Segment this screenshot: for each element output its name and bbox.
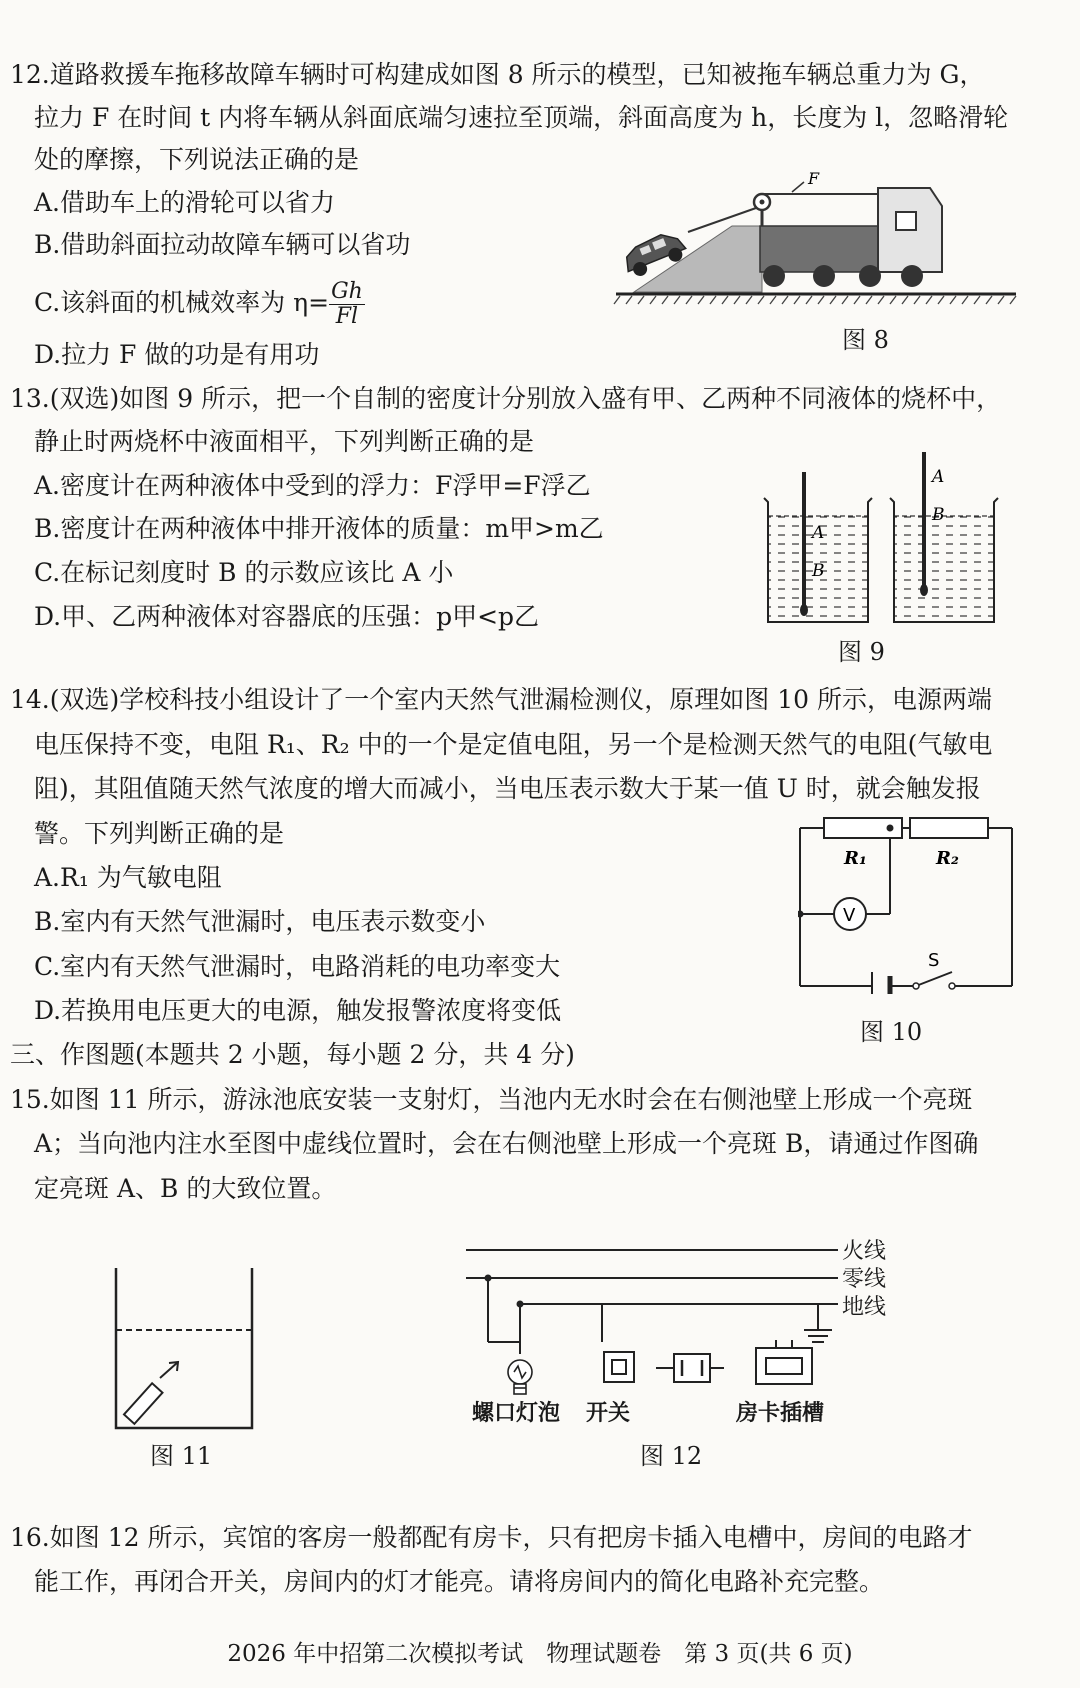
card-slot-label: 房卡插槽 [736,1401,825,1426]
figure-10-caption: 图 10 [860,1018,923,1046]
ground-wire-label: 地线 [842,1295,887,1320]
efficiency-fraction [329,280,365,329]
q15-line-1: 15.如图 11 所示，游泳池底安装一支射灯，当池内无水时会在右侧池壁上形成一个亮斑 [10,1085,973,1114]
spotlight [124,1383,163,1424]
q12-line-3: 处的摩擦，下列说法正确的是 [34,145,360,174]
figure-9-caption: 图 9 [838,638,885,666]
fraction-denominator: Fl [335,304,359,329]
q14-line-4: 警。下列判断正确的是 [34,819,285,848]
resistor-r2 [910,818,988,838]
hydrometer-1-label-a: A [812,523,825,543]
q13-option-c: C.在标记刻度时 B 的示数应该比 A 小 [34,558,454,587]
figure-8-caption: 图 8 [842,326,889,354]
switch-s-label: S [928,950,940,971]
live-wire-label: 火线 [842,1239,887,1264]
figure-11-pool [108,1266,258,1436]
q12-option-c-prefix: C.该斜面的机械效率为 η= [34,288,330,317]
q12-line-1: 12.道路救援车拖移故障车辆时可构建成如图 8 所示的模型，已知被拖车辆总重力为 G， [10,60,985,89]
q14-line-1: 14.(双选)学校科技小组设计了一个室内天然气泄漏检测仪，原理如图 10 所示，电源两端 [10,685,992,714]
voltmeter-label: V [843,905,856,926]
q12-option-c [34,280,365,329]
q13-option-d: D.甲、乙两种液体对容器底的压强：p甲<p乙 [34,602,540,631]
q14-option-a: A.R₁ 为气敏电阻 [34,863,222,892]
neutral-wire-label: 零线 [842,1267,887,1292]
bulb-label: 螺口灯泡 [472,1401,561,1426]
q13-option-a: A.密度计在两种液体中受到的浮力：F浮甲=F浮乙 [34,471,591,500]
hydrometer-2-label-b: B [932,505,945,525]
q12-line-2: 拉力 F 在时间 t 内将车辆从斜面底端匀速拉至顶端，斜面高度为 h，长度为 l，忽略滑轮 [34,103,1009,132]
q14-option-c: C.室内有天然气泄漏时，电路消耗的电功率变大 [34,952,561,981]
fraction-numerator: Gh [331,279,363,304]
card-slot-socket [674,1354,710,1382]
q13-line-2: 静止时两烧杯中液面相平，下列判断正确的是 [34,427,535,456]
figure-10-circuit [798,814,1018,994]
figure-12-caption: 图 12 [640,1442,703,1470]
q12-option-b: B.借助斜面拉动故障车辆可以省功 [34,230,411,259]
truck-bed [760,226,878,272]
q15-line-2: A；当向池内注水至图中虚线位置时，会在右侧池壁上形成一个亮斑 B，请通过作图确 [34,1129,979,1158]
q15-line-3: 定亮斑 A、B 的大致位置。 [34,1174,337,1203]
q14-option-d: D.若换用电压更大的电源，触发报警浓度将变低 [34,996,562,1025]
force-label-f: F [808,169,820,188]
figure-11-caption: 图 11 [150,1442,213,1470]
figure-8-tow-truck [612,168,1020,316]
page-footer: 2026 年中招第二次模拟考试 物理试题卷 第 3 页(共 6 页) [227,1641,853,1667]
figure-12-room-circuit [460,1236,900,1416]
q16-line-1: 16.如图 12 所示，宾馆的客房一般都配有房卡，只有把房卡插入电槽中，房间的电路才 [10,1523,973,1552]
q13-option-b: B.密度计在两种液体中排开液体的质量：m甲>m乙 [34,514,604,543]
q12-option-a: A.借助车上的滑轮可以省力 [34,188,336,217]
q16-line-2: 能工作，再闭合开关，房间内的灯才能亮。请将房间内的简化电路补充完整。 [34,1567,885,1596]
q13-line-1: 13.(双选)如图 9 所示，把一个自制的密度计分别放入盛有甲、乙两种不同液体的烧杯中， [10,384,1002,413]
q12-option-d: D.拉力 F 做的功是有用功 [34,340,320,369]
switch-label: 开关 [586,1401,631,1426]
screw-bulb [508,1360,532,1394]
q14-line-3: 阻)，其阻值随天然气浓度的增大而减小，当电压表示数大于某一值 U 时，就会触发报 [34,774,981,803]
q14-option-b: B.室内有天然气泄漏时，电压表示数变小 [34,907,486,936]
q14-line-2: 电压保持不变，电阻 R₁、R₂ 中的一个是定值电阻，另一个是检测天然气的电阻(气敏电 [34,730,993,759]
r1-label: R₁ [844,848,867,869]
section-3-heading: 三、作图题(本题共 2 小题，每小题 2 分，共 4 分) [10,1040,575,1069]
figure-9-hydrometers [762,450,1012,630]
r2-label: R₂ [936,848,959,869]
hydrometer-1-label-b: B [812,561,825,581]
hydrometer-2-label-a: A [932,467,945,487]
